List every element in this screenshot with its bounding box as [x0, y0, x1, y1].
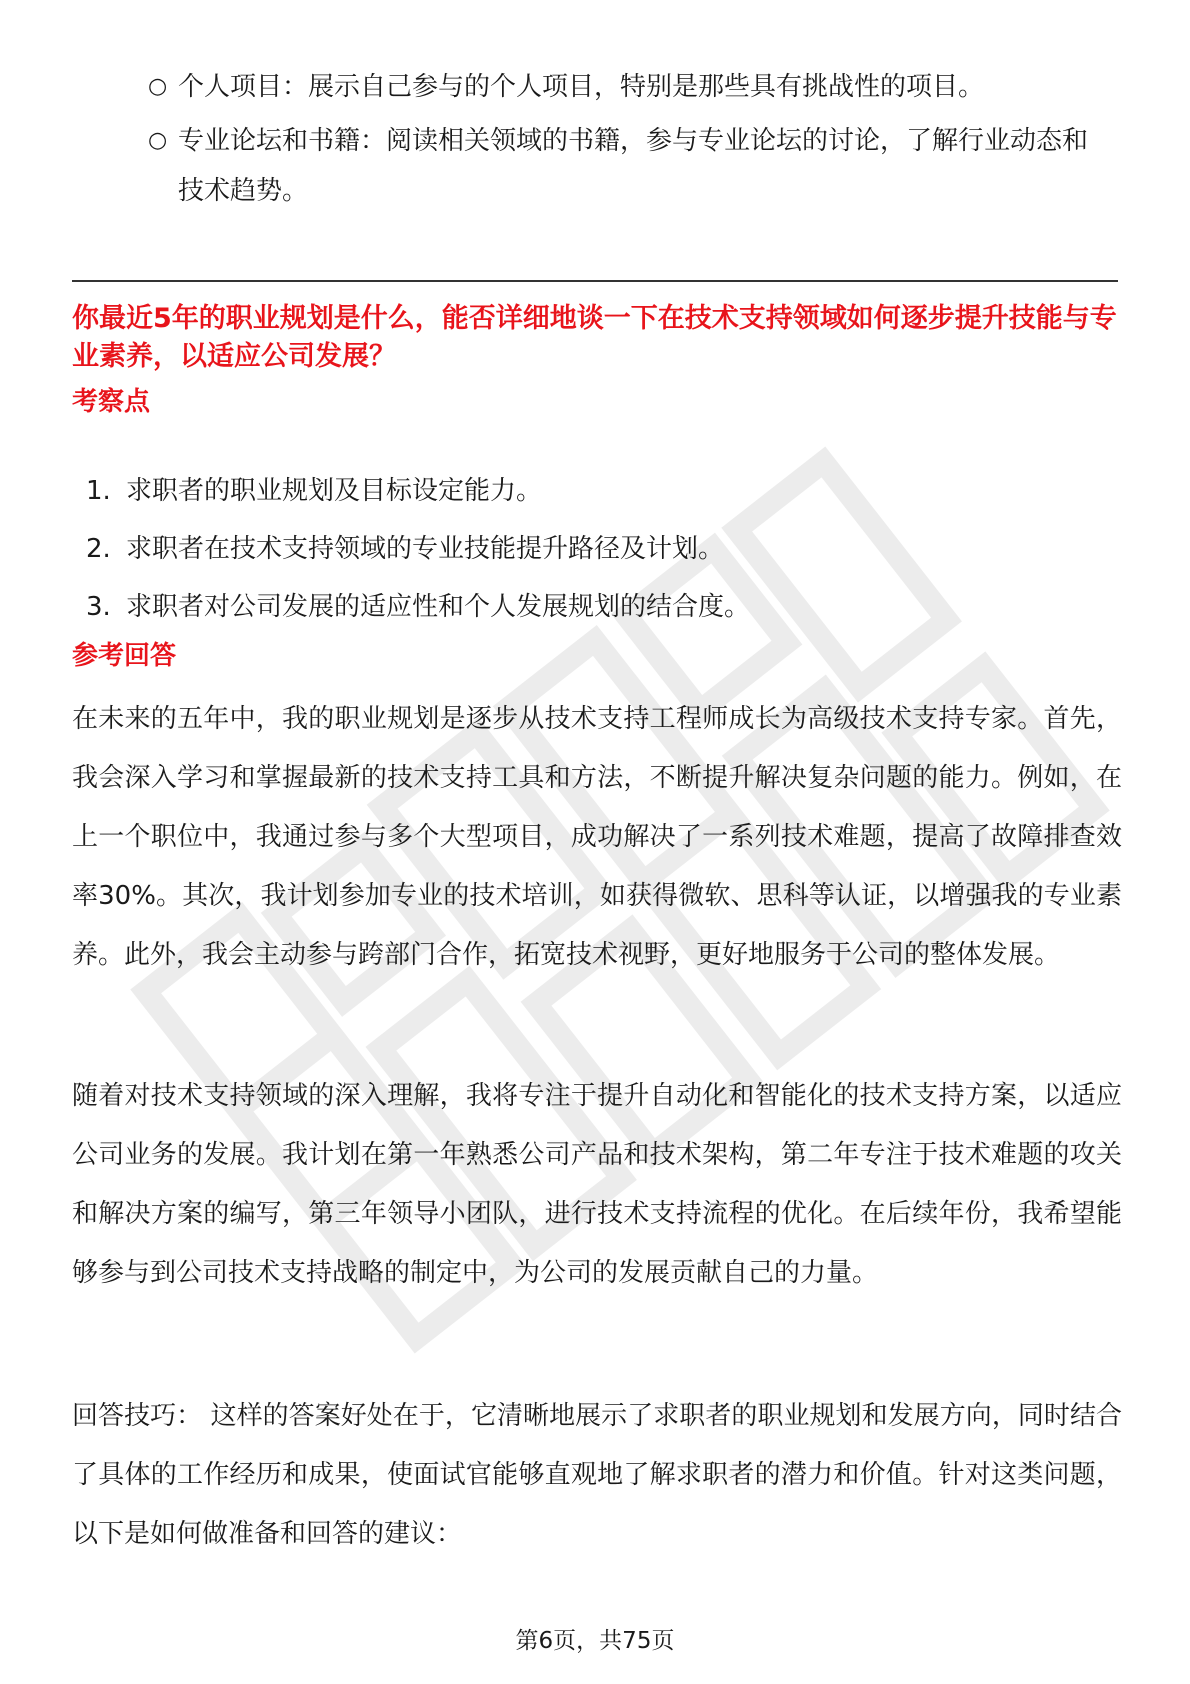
page-footer: 第6页，共75页	[515, 1628, 675, 1654]
answer-paragraph-2: 随着对技术支持领域的深入理解，我将专注于提升自动化和智能化的技术支持方案，以适应公司业务的发展。我计划在第一年熟悉公司产品和技术架构，第二年专注于技术难题的攻关和解决方案的编写，第三年领导小团队，进行技术支持流程的优化。在后续年份，我希望能够参与到公司技术支持战略的制定中，为公司的发展贡献自己的力量。	[72, 1081, 1122, 1288]
answer-paragraph-1: 在未来的五年中，我的职业规划是逐步从技术支持工程师成长为高级技术支持专家。首先，我会深入学习和掌握最新的技术支持工具和方法，不断提升解决复杂问题的能力。例如，在上一个职位中，我通过参与多个大型项目，成功解决了一系列技术难题，提高了故障排查效率30%。其次，我计划参加专业的技术培训，如获得微软、思科等认证，以增强我的专业素养。此外，我会主动参与跨部门合作，拓宽技术视野，更好地服务于公司的整体发展。	[72, 704, 1122, 970]
point-number: 3.	[86, 592, 111, 622]
answer-title: 参考回答	[72, 641, 177, 671]
circle-bullet-icon: ○	[148, 128, 168, 153]
bullet-text: 专业论坛和书籍：阅读相关领域的书籍，参与专业论坛的讨论，了解行业动态和技术趋势。	[178, 126, 1089, 206]
points-list	[86, 462, 1086, 636]
point-item	[86, 520, 1086, 578]
bullet-text: 个人项目：展示自己参与的个人项目，特别是那些具有挑战性的项目。	[178, 72, 985, 102]
point-number: 2.	[86, 534, 111, 564]
circle-bullet-icon: ○	[148, 74, 168, 99]
point-text: 求职者对公司发展的适应性和个人发展规划的结合度。	[126, 592, 751, 622]
point-text: 求职者在技术支持领域的专业技能提升路径及计划。	[126, 534, 725, 564]
section-divider	[72, 280, 1118, 282]
question-heading: 你最近5年的职业规划是什么，能否详细地谈一下在技术支持领域如何逐步提升技能与专业素养，以适应公司发展？	[72, 303, 1117, 372]
point-item	[86, 578, 1086, 636]
bullet-list	[148, 62, 1108, 220]
point-item	[86, 462, 1086, 520]
points-title: 考察点	[72, 387, 151, 417]
point-number: 1.	[86, 476, 111, 506]
bullet-item	[148, 116, 1108, 216]
bullet-item	[148, 62, 1108, 112]
answer-tips: 回答技巧： 这样的答案好处在于，它清晰地展示了求职者的职业规划和发展方向，同时结合了具体的工作经历和成果，使面试官能够直观地了解求职者的潜力和价值。针对这类问题，以下是如何做准备和回答的建议：	[72, 1401, 1122, 1549]
point-text: 求职者的职业规划及目标设定能力。	[126, 476, 543, 506]
